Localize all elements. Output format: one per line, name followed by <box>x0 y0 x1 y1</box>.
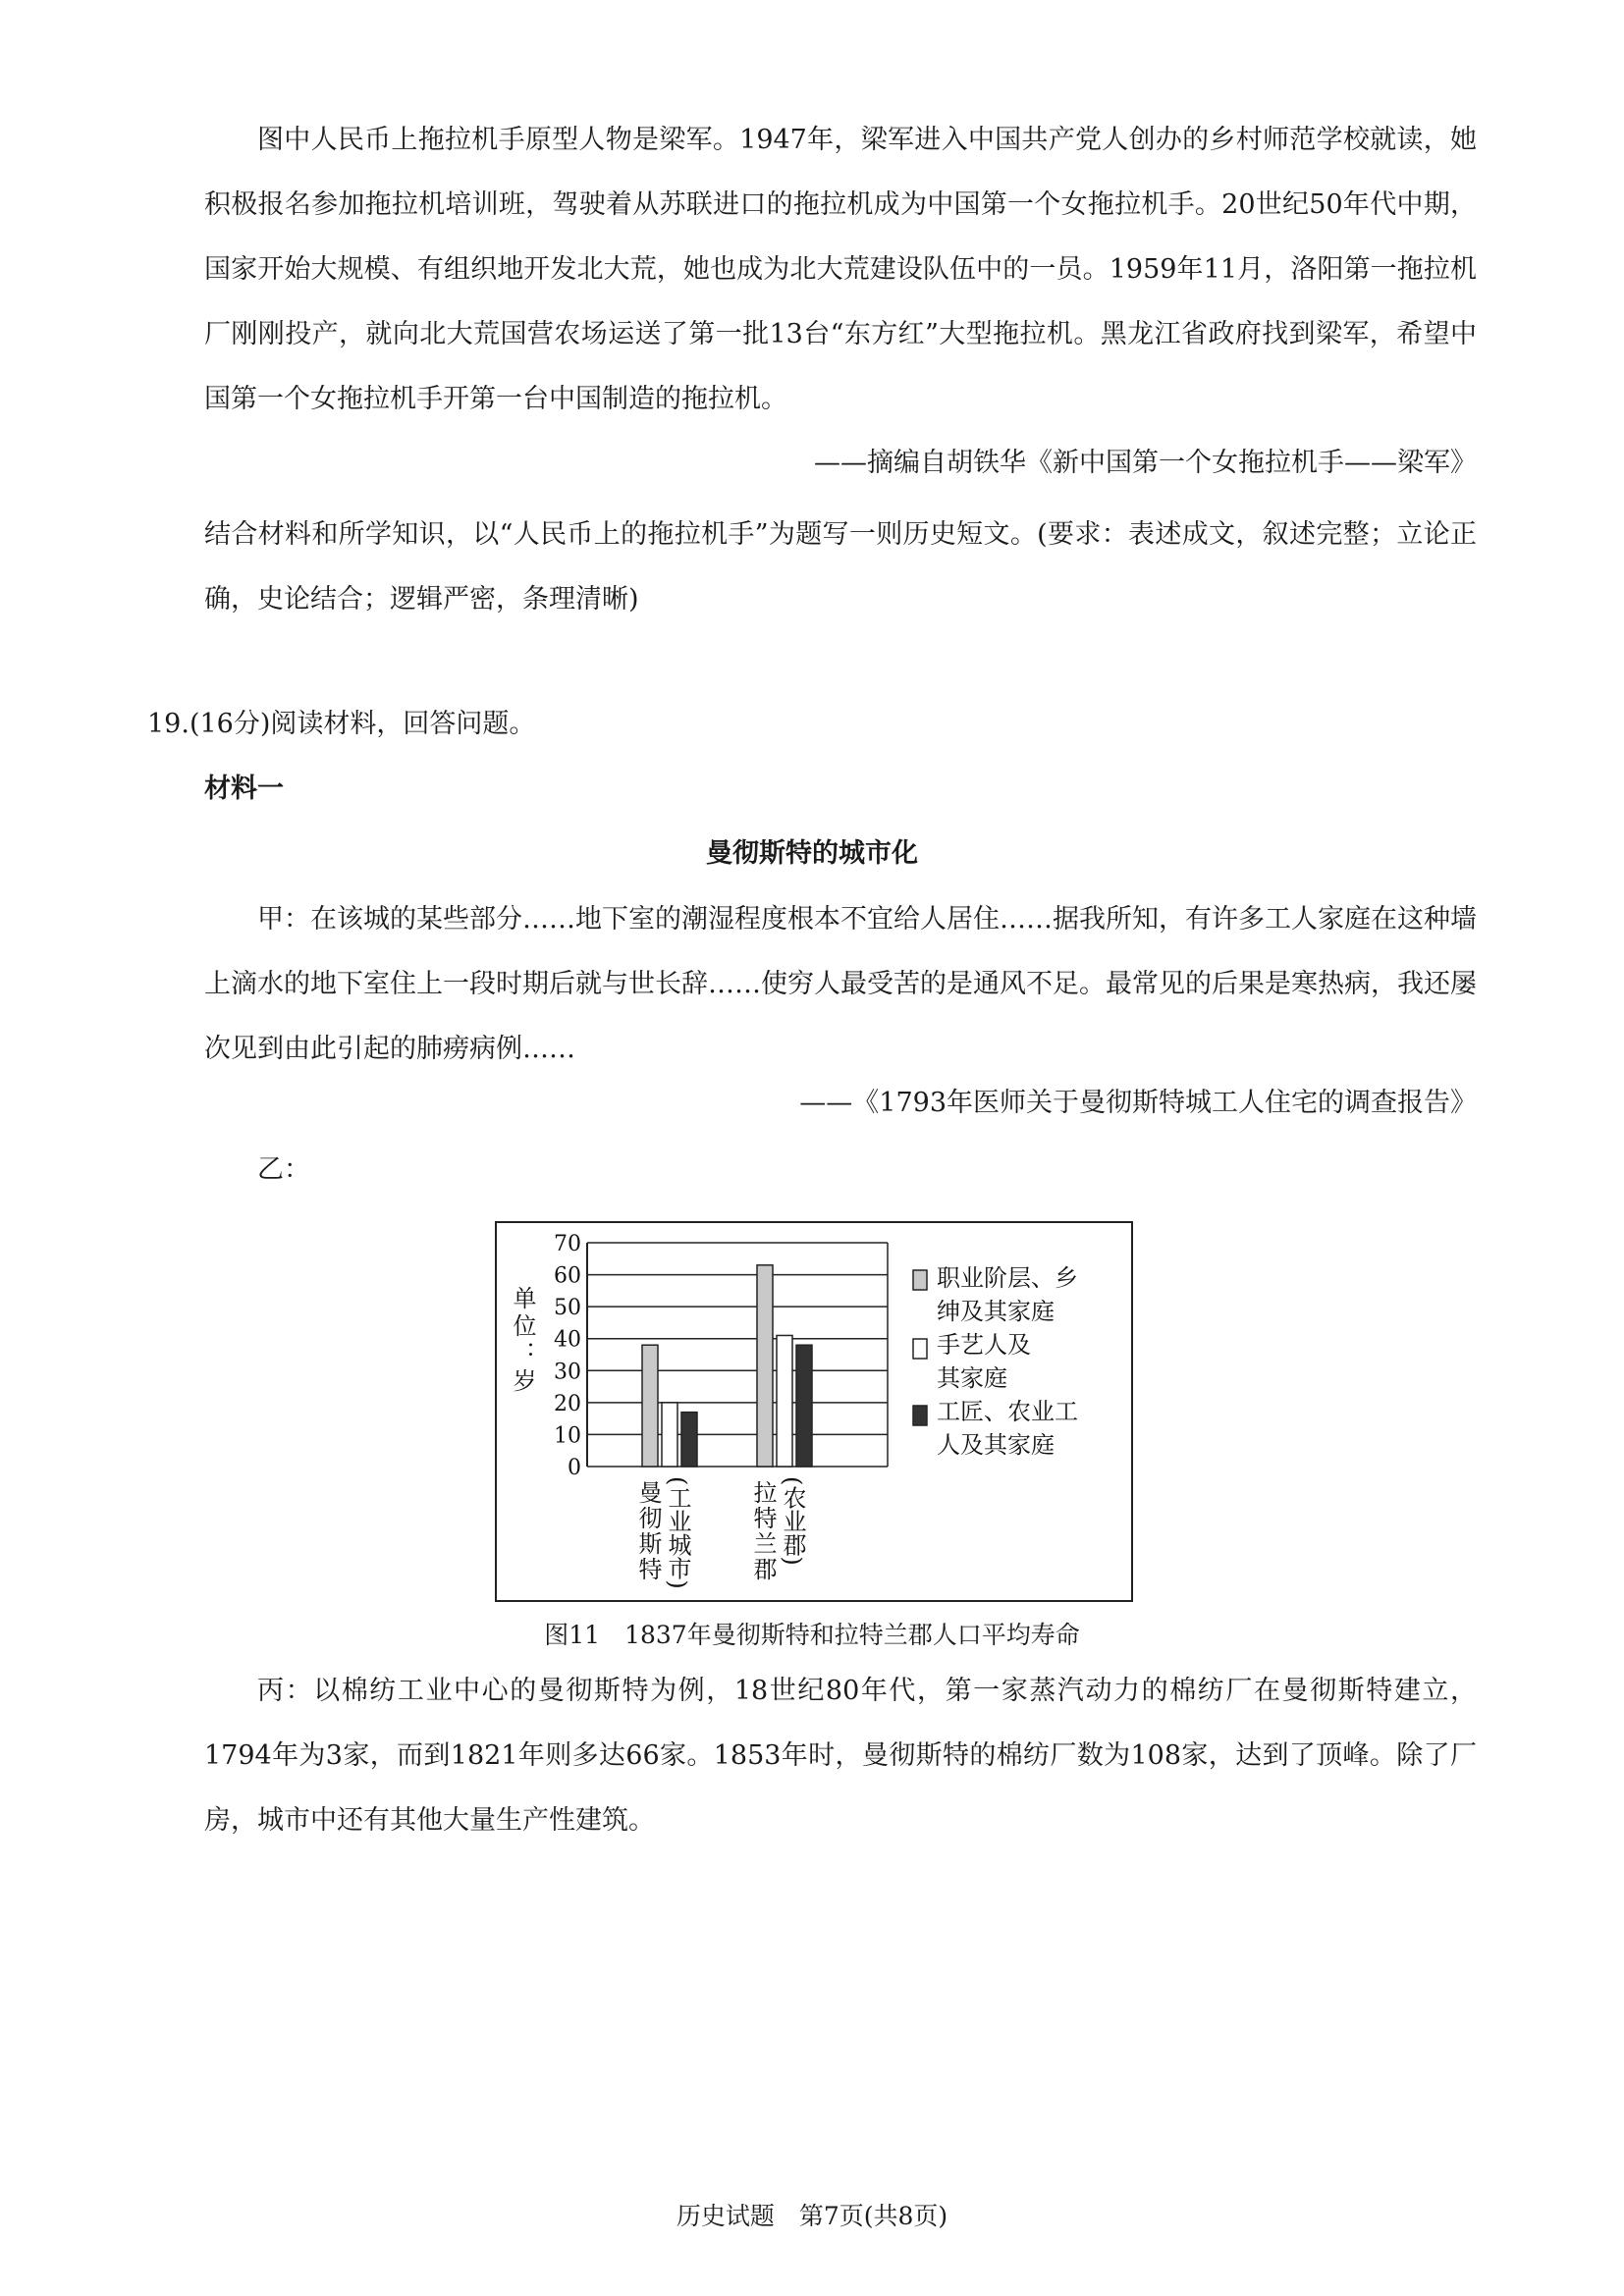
category-label: 曼彻斯特 <box>634 1480 662 1582</box>
category-label: 拉特兰郡 <box>749 1480 777 1582</box>
bar <box>796 1345 812 1467</box>
bar <box>662 1403 677 1467</box>
y-tick-label: 10 <box>554 1423 581 1449</box>
page-footer: 历史试题 第7页(共8页) <box>676 2202 948 2230</box>
legend-swatch <box>913 1406 927 1425</box>
bar <box>757 1265 773 1467</box>
category-note: (农业郡) <box>779 1476 806 1566</box>
material-bing: 丙：以棉纺工业中心的曼彻斯特为例，18世纪80年代，第一家蒸汽动力的棉纺厂在曼彻斯特建立，1794年为3家，而到1821年则多达66家。1853年时，曼彻斯特的棉纺厂数为108家，达到了顶峰。除了厂房，城市中还有其他大量生产性建筑。 <box>204 1676 1477 1836</box>
yi-label: 乙： <box>257 1154 310 1185</box>
chart-caption: 图11 1837年曼彻斯特和拉特兰郡人口平均寿命 <box>544 1621 1080 1649</box>
material-jia: 甲：在该城的某些部分……地下室的潮湿程度根本不宜给人居住……据我所知，有许多工人家庭在这种墙上滴水的地下室住上一段时期后就与世长辞……使穷人最受苦的是通风不足。最常见的后果是寒热病，我还屡次见到由此引起的肺痨病例…… <box>204 904 1477 1064</box>
q19-header: 19.(16分)阅读材料，回答问题。 <box>147 709 536 739</box>
bar <box>777 1335 792 1467</box>
life-expectancy-chart <box>495 1221 1133 1602</box>
bar <box>681 1413 697 1467</box>
y-tick-label: 0 <box>568 1456 581 1480</box>
chart-svg <box>497 1223 1131 1600</box>
y-axis-label: 单位：岁 <box>509 1286 536 1396</box>
y-tick-label: 50 <box>554 1296 581 1321</box>
y-tick-label: 60 <box>554 1263 581 1289</box>
legend-label: 工匠、农业工 <box>937 1398 1078 1425</box>
category-note: (工业城市) <box>664 1476 691 1589</box>
jia-source: ——《1793年医师关于曼彻斯特城工人住宅的调查报告》 <box>799 1088 1477 1118</box>
legend-swatch <box>913 1339 927 1359</box>
y-tick-label: 40 <box>554 1327 581 1353</box>
material-label: 材料一 <box>204 774 284 804</box>
legend-label: 绅及其家庭 <box>937 1298 1055 1325</box>
material-title: 曼彻斯特的城市化 <box>706 838 918 869</box>
legend-label: 职业阶层、乡 <box>937 1264 1078 1292</box>
y-tick-label: 20 <box>554 1391 581 1416</box>
q18-material: 图中人民币上拖拉机手原型人物是梁军。1947年，梁军进入中国共产党人创办的乡村师范学校就读，她积极报名参加拖拉机培训班，驾驶着从苏联进口的拖拉机成为中国第一个女拖拉机手。20世纪50年代中期，国家开始大规模、有组织地开发北大荒，她也成为北大荒建设队伍中的一员。1959年11月，洛阳第一拖拉机厂刚刚投产，就向北大荒国营农场运送了第一批13台“东方红”大型拖拉机。黑龙江省政府找到梁军，希望中国第一个女拖拉机手开第一台中国制造的拖拉机。 <box>204 125 1477 414</box>
y-tick-label: 30 <box>554 1360 581 1385</box>
legend-label: 手艺人及 <box>937 1331 1031 1359</box>
y-tick-label: 70 <box>554 1232 581 1256</box>
q18-source: ——摘编自胡铁华《新中国第一个女拖拉机手——梁军》 <box>814 448 1477 478</box>
legend-label: 其家庭 <box>937 1364 1007 1392</box>
legend-label: 人及其家庭 <box>937 1431 1055 1459</box>
bar <box>642 1345 658 1467</box>
legend-swatch <box>913 1270 927 1290</box>
q18-task: 结合材料和所学知识，以“人民币上的拖拉机手”为题写一则历史短文。(要求：表述成文，叙述完整；立论正确，史论结合；逻辑严密，条理清晰) <box>204 519 1477 614</box>
